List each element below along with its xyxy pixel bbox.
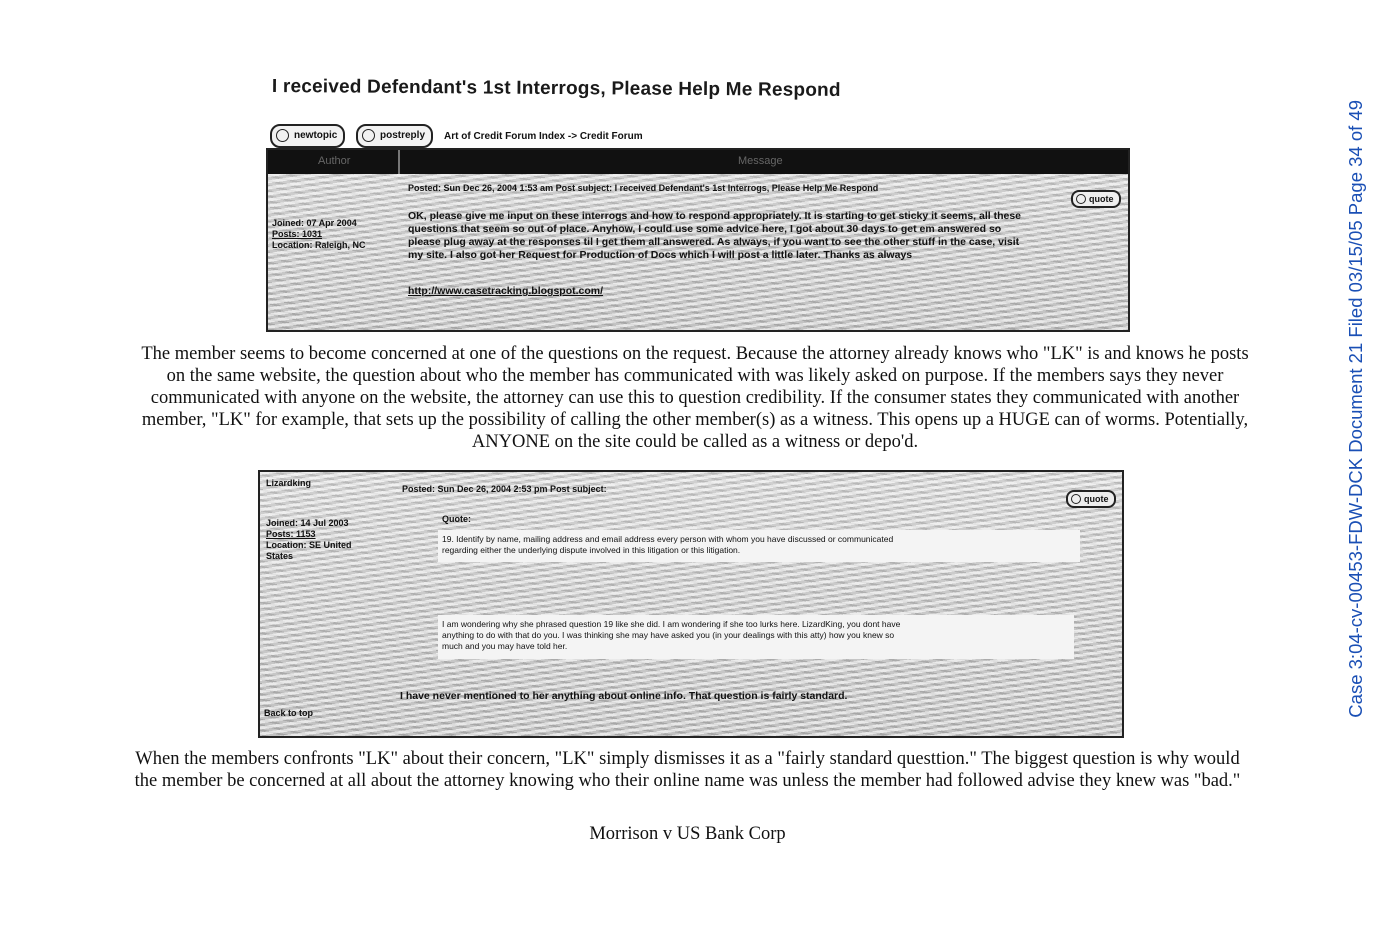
author-location: Location: SE United [266,540,352,550]
quote-box [438,530,1080,562]
quote-button[interactable] [1071,190,1121,208]
commentary-paragraph-1 [40,343,1350,453]
paragraph-line: member, "LK" for example, that sets up the possibility of calling the other member(s) as a witness. This opens up a HUGE can of worms. Potentially, [141,410,1249,430]
post-meta: Posted: Sun Dec 26, 2004 1:53 am Post subject: I received Defendant's 1st Interrogs, Please Help Me Respond [408,183,879,193]
author-location: States [266,551,294,561]
author-location: Location: Raleigh, NC [272,240,366,250]
post-body-line: questions that seem so out of place. Anyhow, I could use some advice here, I got about 30 days to get em answered so [408,223,1002,235]
post-reply-button[interactable] [356,124,433,148]
page-title: I received Defendant's 1st Interrogs, Please Help Me Respond [271,76,841,101]
commentary-paragraph-2 [50,748,1325,792]
quote-icon [1076,194,1086,204]
quote-line: 19. Identify by name, mailing address and email address every person with whom you have discussed or communicated [442,534,894,544]
forum-nav-bar [270,124,1130,148]
inner-quote-box [438,615,1074,659]
court-filing-stamp [1345,100,1367,718]
footer-caption: Morrison v US Bank Corp [589,824,786,844]
post-header-row [268,150,1128,174]
author-header: Author [318,155,351,167]
quote-label: quote [1084,494,1109,504]
inner-quote-line: anything to do with that do you. I was thinking she may have asked you (in your dealings with this atty) how you knew so [442,630,895,640]
message-header: Message [738,155,783,167]
signature-link[interactable]: http://www.casetracking.blogspot.com/ [408,285,604,297]
inner-quote-line: much and you may have told her. [442,641,568,651]
joined-date: Joined: 07 Apr 2004 [272,218,357,228]
paragraph-line: When the members confronts "LK" about their concern, "LK" simply dismisses it as a "fairly standard questtion." The biggest question is why would [135,749,1240,769]
new-topic-icon [276,129,289,142]
back-to-top-link[interactable]: Back to top [264,708,314,718]
quote-label: quote [1089,194,1114,204]
forum-post-2 [258,470,1124,738]
reply-text: I have never mentioned to her anything about online info. That question is fairly standard. [400,690,848,702]
header-divider [398,150,400,174]
paragraph-line: ANYONE on the site could be called as a witness or depo'd. [471,432,919,452]
forum-breadcrumb[interactable]: Art of Credit Forum Index -> Credit Forum [444,131,643,142]
paragraph-line: The member seems to become concerned at one of the questions on the request. Because the attorney already knows who "LK" is and knows he posts [141,344,1249,364]
post-count[interactable]: Posts: 1031 [272,229,323,239]
paragraph-line: the member be concerned at all about the attorney knowing who their online name was unless the member had followed advise they knew was "bad." [134,771,1241,791]
quote-button[interactable] [1066,490,1116,508]
post-reply-icon [362,129,375,142]
author-info [266,518,352,562]
post-username: Lizardking [266,478,312,488]
post-body-line: my site. I also got her Request for Production of Docs which I will post a little later. Thanks as always [408,249,913,261]
post-body [408,210,1120,262]
new-topic-button[interactable] [270,124,345,148]
joined-date: Joined: 14 Jul 2003 [266,518,349,528]
new-topic-label: newtopic [294,130,338,141]
forum-post-1 [266,148,1130,332]
post-count[interactable]: Posts: 1153 [266,529,316,539]
quote-line: regarding either the underlying dispute involved in this litigation or this litigation. [442,545,741,555]
paragraph-line: communicated with anyone on the website, the attorney can use this to question credibility. If the consumer states they communicated with another [150,388,1240,408]
post-body-line: please plug away at the responses til I get them all answered. As always, if you want to see the other stuff in the case, visit [408,236,1020,248]
quote-icon [1071,494,1081,504]
quote-heading: Quote: [442,514,471,524]
stamp-text: Case 3:04-cv-00453-FDW-DCK Document 21 Filed 03/15/05 Page 34 of 49 [1345,100,1366,718]
paragraph-line: on the same website, the question about who the member has communicated with was likely asked on purpose. If the members says they never [166,366,1224,386]
inner-quote-line: I am wondering why she phrased question 19 like she did. I am wondering if she too lurks here. LizardKing, you dont have [442,619,901,629]
post-reply-label: postreply [380,130,426,141]
post-body-line: OK, please give me input on these interrogs and how to respond appropriately. It is starting to get sticky it seems, all these [408,210,1022,222]
post-meta: Posted: Sun Dec 26, 2004 2:53 pm Post subject: [402,484,607,494]
author-info [272,218,366,251]
